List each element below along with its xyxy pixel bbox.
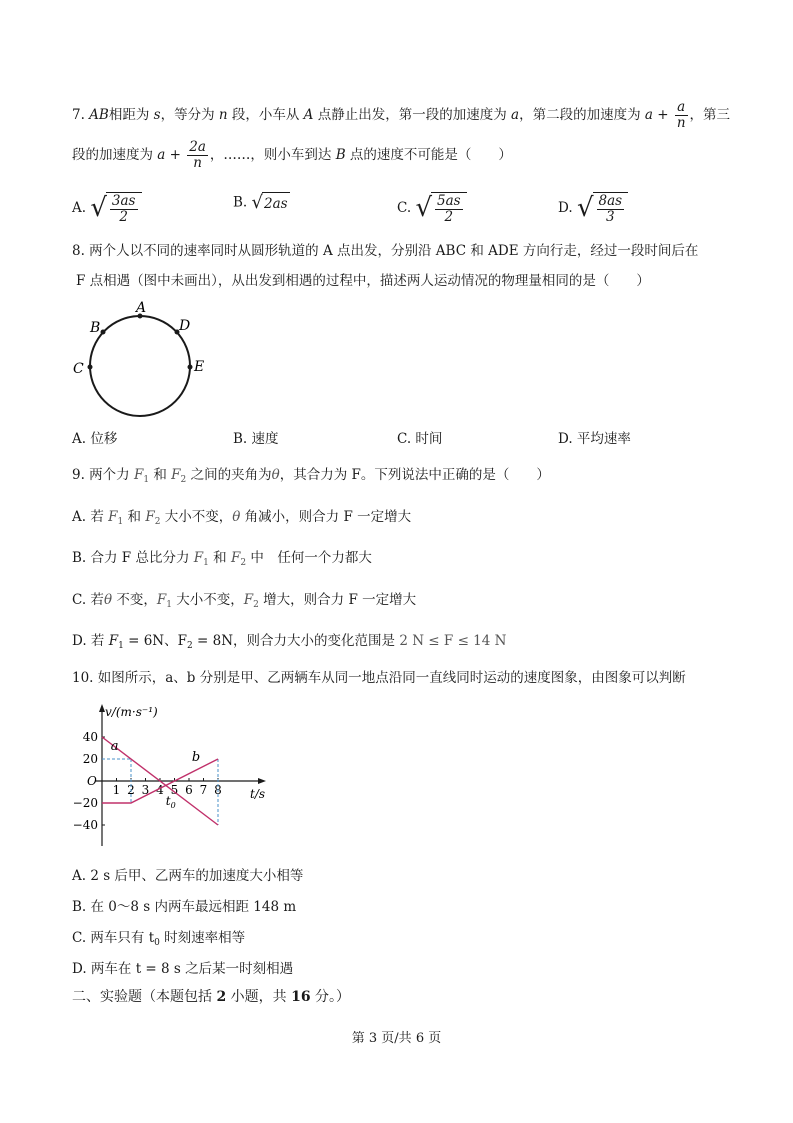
point-e-label: E — [194, 359, 205, 375]
t0-label: $t_0$ — [165, 794, 176, 810]
x-tick-label: 1 — [112, 783, 121, 797]
q10-option-a[interactable]: A. 2 s 后甲、乙两车的加速度大小相等 — [72, 868, 304, 884]
q7-frac-2a-over-n: $\frac{2a}{n}$ — [189, 139, 206, 171]
x-axis-label: t/s — [250, 787, 266, 801]
q7-option-a[interactable]: A. √ $\frac{3as}{2}$ — [72, 192, 142, 225]
point-c-dot — [88, 365, 93, 370]
page-footer: 第 3 页/共 6 页 — [351, 1031, 442, 1046]
y-tick-label: 40 — [82, 730, 98, 744]
q8-option-c[interactable]: C. 时间 — [397, 431, 443, 447]
series-label-a: a — [110, 739, 119, 755]
x-tick-label: 2 — [127, 783, 135, 797]
q7-line2: 段的加速度为 a + $\frac{2a}{n}$ ，……，则小车到达 B 点的速度不可能是（ ） — [72, 139, 512, 171]
x-tick-label: 8 — [214, 783, 222, 797]
section-2-heading: 二、实验题（本题包括 2 小题，共 16 分。） — [72, 989, 351, 1005]
q7-line1: 7. AB相距为 s，等分为 n 段，小车从 A 点静止出发，第一段的加速度为 a，第二段的加速度为 a + $\frac{a}{n}$ ，第三 — [72, 99, 731, 131]
q10-stem: 10. 如图所示，a、b 分别是甲、乙两辆车从同一地点沿同一直线同时运动的速度图象，由图象可以判断 — [72, 670, 686, 686]
y-tick-label: −40 — [72, 818, 98, 832]
q7-option-d[interactable]: D. √ $\frac{8as}{3}$ — [558, 192, 628, 225]
x-tick-label: 4 — [156, 783, 164, 797]
y-tick-label: −20 — [72, 796, 98, 810]
velocity-time-graph — [72, 700, 272, 850]
series-label-b: b — [191, 750, 201, 766]
origin-label: O — [87, 774, 97, 788]
q9-stem: 9. 两个力 $F_1$ 和 $F_2$ 之间的夹角为θ，其合力为 F。下列说法中正确的是（ ） — [72, 467, 550, 485]
point-b-label: B — [90, 320, 101, 336]
q8-line2: F 点相遇（图中未画出），从出发到相遇的过程中，描述两人运动情况的物理量相同的是（ ） — [76, 273, 650, 289]
x-tick-label: 7 — [199, 783, 208, 797]
q9-option-c[interactable]: C. 若θ 不变，$F_1$ 大小不变，$F_2$ 增大，则合力 F 一定增大 — [72, 592, 417, 610]
q10-option-b[interactable]: B. 在 0～8 s 内两车最远相距 148 m — [72, 899, 297, 915]
x-tick-label: 3 — [141, 783, 150, 797]
q7-option-b[interactable]: B. √ 2as — [233, 192, 288, 213]
q10-option-c[interactable]: C. 两车只有 $t_0$ 时刻速率相等 — [72, 930, 246, 948]
y-tick-label: 20 — [82, 752, 98, 766]
q7-frac-a-over-n: $\frac{a}{n}$ — [676, 99, 686, 131]
q7-option-c[interactable]: C. √ $\frac{5as}{2}$ — [397, 192, 467, 225]
x-axis-arrow — [258, 778, 266, 784]
x-tick-label: 5 — [170, 783, 179, 797]
circle-track-diagram — [68, 296, 228, 426]
q8-option-b[interactable]: B. 速度 — [233, 431, 279, 447]
point-e-dot — [188, 365, 193, 370]
y-axis-label: v/(m·s⁻¹) — [105, 705, 158, 719]
q10-option-d[interactable]: D. 两车在 t = 8 s 之后某一时刻相遇 — [72, 961, 294, 977]
q9-option-b[interactable]: B. 合力 F 总比分力 $F_1$ 和 $F_2$ 中 任何一个力都大 — [72, 550, 372, 568]
q8-option-d[interactable]: D. 平均速率 — [558, 431, 631, 447]
x-tick-label: 6 — [185, 783, 193, 797]
q9-option-a[interactable]: A. 若 $F_1$ 和 $F_2$ 大小不变，θ 角减小，则合力 F 一定增大 — [72, 509, 412, 527]
q9-option-d[interactable]: D. 若 $F_1 = 6N$、$F_2 = 8N$，则合力大小的变化范围是 2 N ≤ F ≤ 14 N — [72, 633, 507, 651]
point-c-label: C — [73, 361, 84, 377]
q8-option-a[interactable]: A. 位移 — [72, 431, 118, 447]
q8-line1: 8. 两个人以不同的速率同时从圆形轨道的 A 点出发，分别沿 ABC 和 ADE 方向行走，经过一段时间后在 — [72, 243, 699, 259]
point-a-label: A — [136, 300, 147, 316]
point-b-dot — [101, 330, 106, 335]
point-d-label: D — [179, 318, 191, 334]
